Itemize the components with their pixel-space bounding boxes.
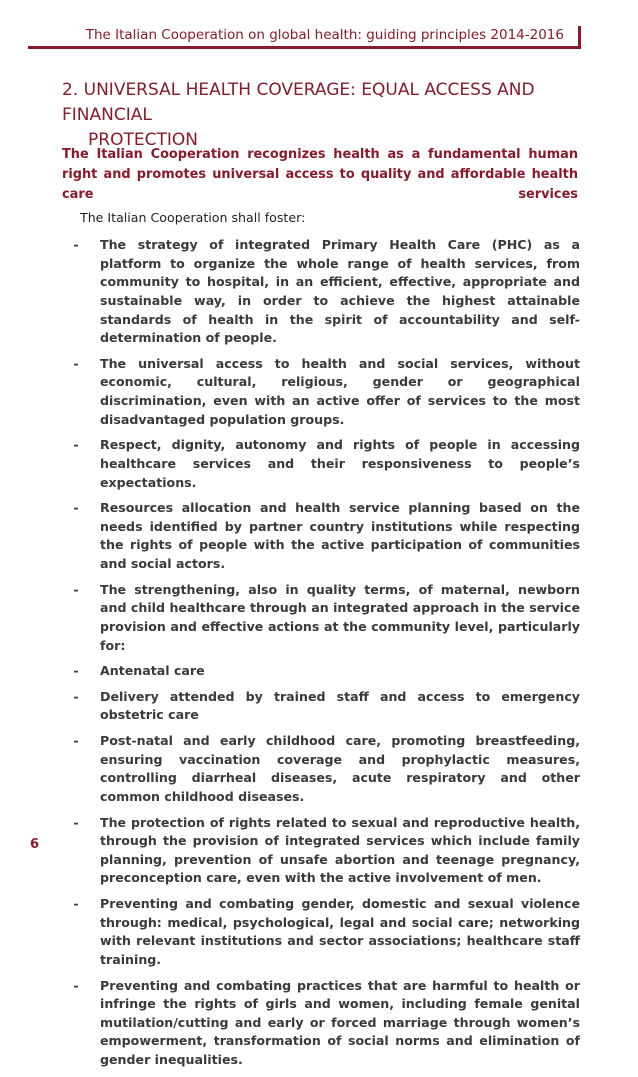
bullet-dash: -	[73, 500, 79, 516]
chapter-number: 2.	[62, 80, 79, 100]
list-item-text: Preventing and combating gender, domestic and sexual violence through: medical, psychological, legal and social care; networking with relevant institutions and sector associations; healthcare staff training.	[100, 896, 580, 967]
bullet-dash: -	[73, 355, 79, 371]
list-item	[62, 895, 580, 970]
list-item-text: Delivery attended by trained staff and access to emergency obstetric care	[100, 688, 580, 723]
bullet-dash: -	[73, 437, 79, 453]
list-item-text: Respect, dignity, autonomy and rights of people in accessing healthcare services and their responsiveness to people’s expectations.	[100, 437, 580, 490]
list-item	[62, 814, 580, 889]
list-item-text: Post-natal and early childhood care, promoting breastfeeding, ensuring vaccination coverage and prophylactic measures, controlling diarrheal diseases, acute respiratory and other common childhood diseases.	[100, 733, 580, 804]
list-item-text: Antenatal care	[100, 663, 205, 679]
intro-text: The Italian Cooperation shall foster:	[80, 210, 306, 225]
list-item-text: Resources allocation and health service planning based on the needs identified by partner country institutions while respecting the rights of people with the active participation of communities and social actors.	[100, 500, 580, 571]
list-item	[62, 499, 580, 574]
page-number: 6	[30, 837, 40, 852]
list-item-text: The universal access to health and social services, without economic, cultural, religious, gender or geographical discrimination, even with an active offer of services to the most disadvantaged population groups.	[100, 355, 580, 427]
list-item	[62, 977, 580, 1070]
bullet-dash: -	[73, 814, 79, 830]
bullet-dash: -	[73, 663, 79, 679]
running-header	[28, 26, 581, 49]
chapter-heading	[62, 78, 582, 152]
bullet-dash: -	[73, 581, 79, 597]
list-item	[62, 355, 580, 430]
chapter-title-line-2: PROTECTION	[88, 129, 198, 150]
list-item	[62, 688, 580, 725]
bullet-dash: -	[73, 237, 79, 252]
running-header-title: The Italian Cooperation on global health: guiding principles 2014-2016	[85, 27, 564, 43]
bullet-dash: -	[73, 977, 79, 993]
list-item-text: Preventing and combating practices that are harmful to health or infringe the rights of girls and women, including female genital mutilation/cutting and early or forced marriage through women’s empowerment, transformation of social norms and elimination of gender inequalities.	[100, 977, 580, 1067]
list-item	[62, 732, 580, 807]
list-item	[62, 236, 580, 348]
list-item	[62, 662, 580, 681]
list-item	[62, 436, 580, 492]
list-item-text: The strengthening, also in quality terms, of maternal, newborn and child healthcare through an integrated approach in the service provision and effective actions at the community level, particularly for:	[100, 581, 580, 653]
bullet-dash: -	[73, 896, 79, 911]
lead-statement: The Italian Cooperation recognizes health as a fundamental human right and promotes universal access to quality and affordable health care services	[62, 147, 578, 202]
list-item-text: The strategy of integrated Primary Health Care (PHC) as a platform to organize the whole range of health services, from community to hospital, in an efficient, effective, appropriate and sustainable way, in order to achieve the highest attainable standards of health in the spirit of accountability and self-determination of people.	[100, 237, 580, 346]
chapter-title-line-1: UNIVERSAL HEALTH COVERAGE: EQUAL ACCESS AND FINANCIAL	[62, 80, 535, 125]
bullet-dash: -	[73, 733, 79, 748]
bullet-dash: -	[73, 688, 79, 704]
principles-list	[62, 236, 580, 1077]
list-item-text: The protection of rights related to sexual and reproductive health, through the provision of integrated services which include family planning, prevention of unsafe abortion and teenage pregnancy, preconception care, even with the active involvement of men.	[100, 814, 580, 886]
list-item	[62, 581, 580, 656]
